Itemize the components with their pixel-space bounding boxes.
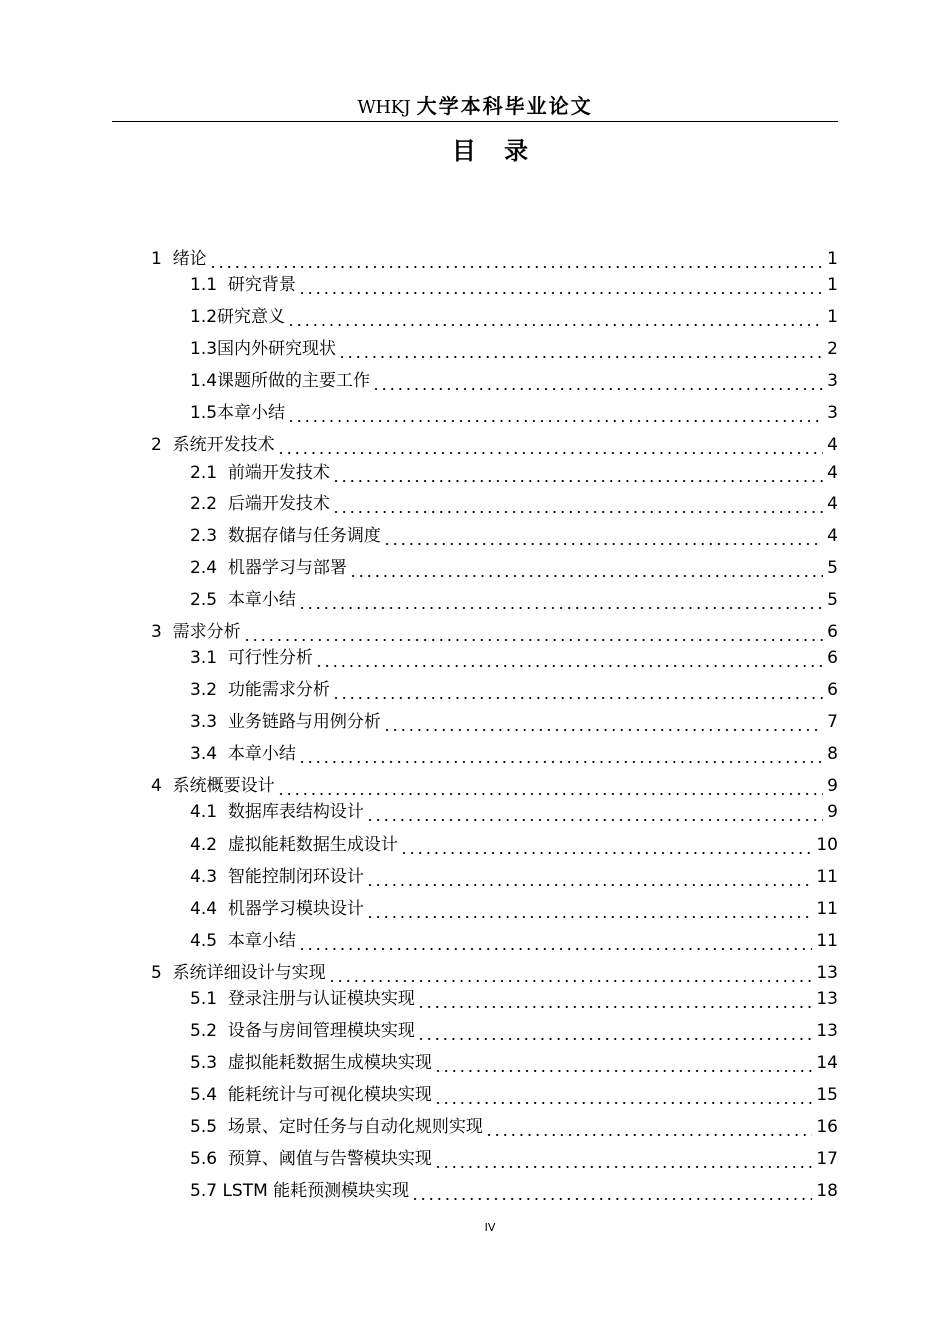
toc-dot-leader — [366, 898, 813, 920]
toc-entry-label: 本章小结 — [227, 590, 296, 610]
toc-entry-page: 9 — [827, 802, 838, 822]
toc-dot-leader — [383, 711, 823, 733]
toc-dot-leader — [287, 306, 823, 328]
toc-entry-label: 登录注册与认证模块实现 — [227, 989, 415, 1009]
toc-entry-number: 5 — [151, 963, 173, 983]
toc-entry-page: 13 — [816, 989, 838, 1009]
toc-entry-label: 机器学习模块设计 — [227, 899, 364, 919]
toc-entry-number: 2.3 — [190, 526, 228, 546]
toc-entry-label: 后端开发技术 — [227, 494, 330, 514]
toc-entry-number: 2.5 — [190, 590, 228, 610]
toc-entry-number: 1.4 — [190, 371, 218, 391]
toc-dot-leader — [277, 775, 824, 797]
toc-entry-label: 虚拟能耗数据生成设计 — [227, 835, 398, 855]
toc-section-entry[interactable] — [190, 896, 838, 920]
toc-entry-label: 虚拟能耗数据生成模块实现 — [227, 1053, 432, 1073]
toc-entry-label: 本章小结 — [217, 403, 286, 423]
toc-entry-number: 4.5 — [190, 931, 228, 951]
toc-entry-number: 3 — [151, 622, 173, 642]
toc-section-entry[interactable] — [190, 645, 838, 669]
toc-dot-leader — [298, 589, 823, 611]
toc-entry-label: 绪论 — [172, 249, 207, 269]
toc-entry-label: 可行性分析 — [227, 648, 313, 668]
toc-entry-page: 2 — [827, 339, 838, 359]
toc-entry-page: 17 — [816, 1149, 838, 1169]
toc-entry-label: 数据库表结构设计 — [227, 802, 364, 822]
toc-chapter-entry[interactable] — [151, 960, 838, 984]
toc-entry-label: 研究背景 — [227, 275, 296, 295]
toc-entry-page: 1 — [827, 275, 838, 295]
toc-entry-number: 3.2 — [190, 680, 228, 700]
toc-entry-number: 5.3 — [190, 1053, 228, 1073]
toc-entry-label: 系统概要设计 — [172, 776, 275, 796]
toc-entry-page: 5 — [827, 558, 838, 578]
toc-dot-leader — [209, 248, 824, 270]
toc-section-entry[interactable] — [190, 336, 838, 360]
toc-entry-page: 14 — [816, 1053, 838, 1073]
toc-section-entry[interactable] — [190, 523, 838, 547]
toc-entry-label: 系统开发技术 — [172, 435, 275, 455]
toc-dot-leader — [349, 557, 823, 579]
toc-title: 目 录 — [451, 137, 539, 165]
toc-entry-number: 5.5 — [190, 1117, 228, 1137]
toc-entry-number: 4.3 — [190, 867, 228, 887]
toc-entry-page: 11 — [816, 867, 838, 887]
toc-entry-page: 6 — [827, 622, 838, 642]
toc-section-entry[interactable] — [190, 986, 838, 1010]
toc-entry-label: 系统详细设计与实现 — [172, 963, 326, 983]
toc-entry-label: 国内外研究现状 — [217, 339, 337, 359]
toc-section-entry[interactable] — [190, 709, 838, 733]
toc-entry-page: 6 — [827, 680, 838, 700]
toc-dot-leader — [485, 1116, 813, 1138]
toc-section-entry[interactable] — [190, 368, 838, 392]
toc-entry-page: 9 — [827, 776, 838, 796]
toc-entry-number: 1.2 — [190, 307, 218, 327]
toc-section-entry[interactable] — [190, 400, 838, 424]
toc-entry-label: 研究意义 — [217, 307, 286, 327]
toc-chapter-entry[interactable] — [151, 773, 838, 797]
toc-entry-number: 2 — [151, 435, 173, 455]
toc-entry-label: 本章小结 — [227, 931, 296, 951]
toc-section-entry[interactable] — [190, 799, 838, 823]
toc-dot-leader — [332, 679, 823, 701]
toc-entry-page: 6 — [827, 648, 838, 668]
toc-entry-label: 功能需求分析 — [227, 680, 330, 700]
toc-entry-page: 1 — [827, 307, 838, 327]
toc-dot-leader — [298, 743, 823, 765]
toc-section-entry[interactable] — [190, 555, 838, 579]
toc-dot-leader — [372, 370, 823, 392]
toc-section-entry[interactable] — [190, 928, 838, 952]
toc-entry-page: 8 — [827, 744, 838, 764]
toc-entry-number: 5.2 — [190, 1021, 228, 1041]
toc-dot-leader — [298, 930, 813, 952]
toc-entry-number: 1.5 — [190, 403, 218, 423]
header-title: 大学本科毕业论文 — [416, 94, 593, 118]
toc-entry-page: 5 — [827, 590, 838, 610]
toc-entry-page: 13 — [816, 963, 838, 983]
toc-dot-leader — [434, 1052, 813, 1074]
toc-entry-number: 4.2 — [190, 835, 228, 855]
page-number: IV — [484, 1221, 496, 1234]
toc-dot-leader — [383, 525, 823, 547]
toc-entry-page: 11 — [816, 899, 838, 919]
toc-dot-leader — [411, 1180, 812, 1202]
toc-entry-label: 前端开发技术 — [227, 463, 330, 483]
toc-entry-number: 1.1 — [190, 275, 228, 295]
toc-entry-number: 3.3 — [190, 712, 228, 732]
toc-dot-leader — [332, 462, 823, 484]
toc-entry-number: 2.2 — [190, 494, 228, 514]
toc-section-entry[interactable] — [190, 864, 838, 888]
toc-entry-number: 2.1 — [190, 463, 228, 483]
toc-entry-page: 10 — [816, 835, 838, 855]
toc-dot-leader — [298, 274, 823, 296]
toc-dot-leader — [277, 434, 824, 456]
toc-entry-page: 3 — [827, 403, 838, 423]
toc-entry-page: 18 — [816, 1181, 838, 1201]
toc-dot-leader — [417, 1020, 813, 1042]
toc-entry-label: 数据存储与任务调度 — [227, 526, 381, 546]
toc-entry-page: 4 — [827, 526, 838, 546]
toc-entry-page: 3 — [827, 371, 838, 391]
toc-entry-page: 16 — [816, 1117, 838, 1137]
toc-entry-number: 5.7 — [190, 1181, 223, 1201]
toc-dot-leader — [338, 338, 823, 360]
toc-section-entry[interactable] — [190, 1178, 838, 1202]
toc-section-entry[interactable] — [190, 304, 838, 328]
toc-section-entry[interactable] — [190, 491, 838, 515]
toc-entry-page: 4 — [827, 435, 838, 455]
toc-entry-number: 3.1 — [190, 648, 228, 668]
toc-section-entry[interactable] — [190, 741, 838, 765]
toc-entry-number: 3.4 — [190, 744, 228, 764]
toc-entry-page: 4 — [827, 494, 838, 514]
toc-entry-label: LSTM 能耗预测模块实现 — [222, 1181, 410, 1201]
toc-entry-label: 场景、定时任务与自动化规则实现 — [227, 1117, 483, 1137]
toc-dot-leader — [434, 1084, 813, 1106]
toc-section-entry[interactable] — [190, 272, 838, 296]
toc-section-entry[interactable] — [190, 677, 838, 701]
toc-entry-label: 设备与房间管理模块实现 — [227, 1021, 415, 1041]
toc-entry-page: 7 — [827, 712, 838, 732]
toc-section-entry[interactable] — [190, 460, 838, 484]
toc-entry-label: 能耗统计与可视化模块实现 — [227, 1085, 432, 1105]
toc-entry-label: 课题所做的主要工作 — [217, 371, 371, 391]
header-brand: WHKJ — [357, 97, 411, 118]
toc-entry-label: 业务链路与用例分析 — [227, 712, 381, 732]
toc-dot-leader — [417, 988, 813, 1010]
toc-dot-leader — [287, 402, 823, 424]
toc-entry-page: 15 — [816, 1085, 838, 1105]
toc-section-entry[interactable] — [190, 587, 838, 611]
toc-entry-number: 5.6 — [190, 1149, 228, 1169]
toc-chapter-entry[interactable] — [151, 432, 838, 456]
toc-entry-label: 预算、阈值与告警模块实现 — [227, 1149, 432, 1169]
toc-entry-number: 5.1 — [190, 989, 228, 1009]
toc-entry-page: 13 — [816, 1021, 838, 1041]
toc-dot-leader — [400, 834, 813, 856]
toc-entry-number: 4.1 — [190, 802, 228, 822]
toc-dot-leader — [332, 493, 823, 515]
toc-entry-number: 1 — [151, 249, 173, 269]
toc-dot-leader — [243, 621, 824, 643]
toc-entry-page: 4 — [827, 463, 838, 483]
toc-dot-leader — [315, 647, 823, 669]
toc-entry-number: 5.4 — [190, 1085, 228, 1105]
toc-entry-number: 4 — [151, 776, 173, 796]
toc-section-entry[interactable] — [190, 1050, 838, 1074]
toc-entry-label: 机器学习与部署 — [227, 558, 347, 578]
toc-chapter-entry[interactable] — [151, 619, 838, 643]
toc-dot-leader — [366, 801, 823, 823]
toc-dot-leader — [434, 1148, 813, 1170]
toc-section-entry[interactable] — [190, 832, 838, 856]
toc-entry-number: 4.4 — [190, 899, 228, 919]
toc-section-entry[interactable] — [190, 1146, 838, 1170]
toc-entry-number: 1.3 — [190, 339, 218, 359]
toc-section-entry[interactable] — [190, 1114, 838, 1138]
toc-entry-label: 智能控制闭环设计 — [227, 867, 364, 887]
toc-chapter-entry[interactable] — [151, 246, 838, 270]
toc-entry-number: 2.4 — [190, 558, 228, 578]
toc-entry-label: 需求分析 — [172, 622, 241, 642]
toc-entry-page: 1 — [827, 249, 838, 269]
toc-dot-leader — [328, 962, 813, 984]
toc-section-entry[interactable] — [190, 1082, 838, 1106]
toc-entry-label: 本章小结 — [227, 744, 296, 764]
toc-entry-page: 11 — [816, 931, 838, 951]
toc-section-entry[interactable] — [190, 1018, 838, 1042]
toc-dot-leader — [366, 866, 813, 888]
